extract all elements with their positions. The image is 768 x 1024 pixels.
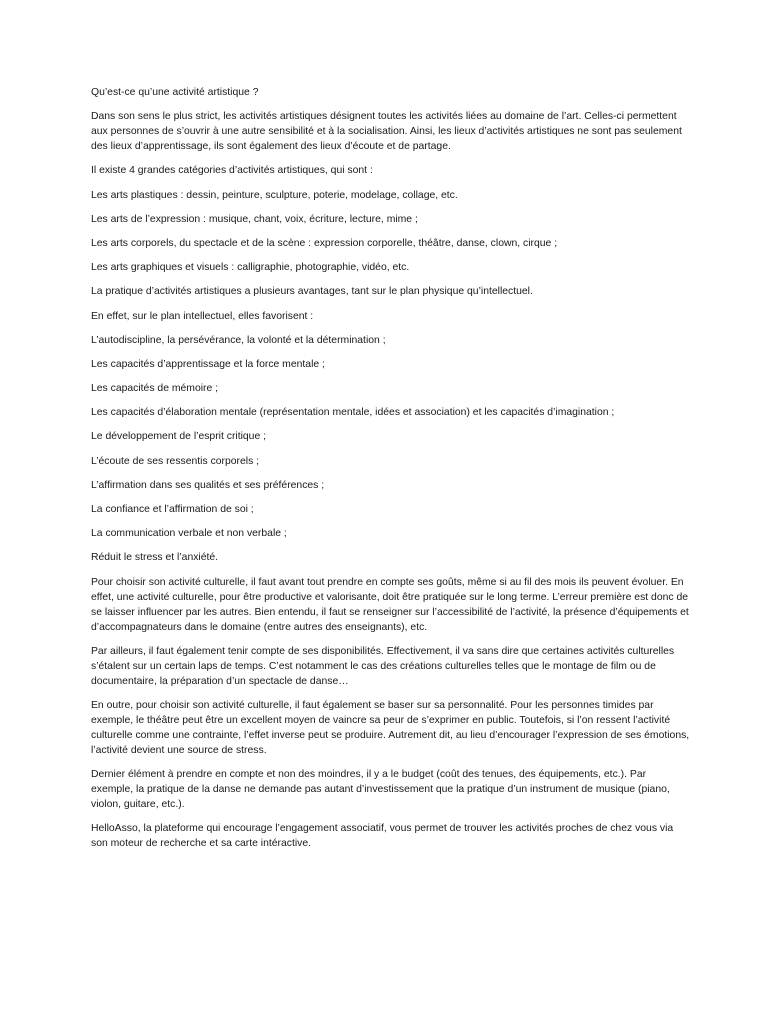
list-item-apprentissage: Les capacités d’apprentissage et la force mentale ; — [91, 358, 325, 370]
list-item-elaboration: Les capacités d’élaboration mentale (représentation mentale, idées et association) et les capacités d’imagination ; — [91, 407, 615, 419]
paragraph-intro: Dans son sens le plus strict, les activités artistiques désignent toutes les activités liées au domaine de l’art. Celles-ci permettent aux personnes de s’ouvrir à une autre sensibilité et à la socialisation. Ainsi, les lieux d’activités artistiques ne sont pas seulement des lieux d’apprentissage, ils sont également des lieux d’écoute et de partage. — [91, 111, 682, 153]
list-item-arts-corporels: Les arts corporels, du spectacle et de la scène : expression corporelle, théâtre, danse, clown, cirque ; — [91, 237, 558, 249]
document-page — [91, 85, 691, 861]
paragraph-helloasso: HelloAsso, la plateforme qui encourage l’engagement associatif, vous permet de trouver les activités proches de chez vous via son moteur de recherche et sa carte intéractive. — [91, 823, 674, 850]
list-item-stress: Réduit le stress et l’anxiété. — [91, 552, 219, 564]
list-item-confiance: La confiance et l’affirmation de soi ; — [91, 504, 254, 515]
list-item-autodiscipline: L’autodiscipline, la persévérance, la volonté et la détermination ; — [91, 334, 386, 346]
paragraph-intellectual: En effet, sur le plan intellectuel, elles favorisent : — [91, 310, 314, 322]
list-item-affirmation-qualites: L’affirmation dans ses qualités et ses préférences ; — [91, 479, 325, 491]
list-item-esprit-critique: Le développement de l’esprit critique ; — [91, 431, 267, 443]
paragraph-disponibilites: Par ailleurs, il faut également tenir compte de ses disponibilités. Effectivement, il va sans dire que certaines activités culturelles s’étalent sur un certain laps de temps. C’est notamment le cas des créations culturelles telles que le montage de film ou de documentaire, la préparation d’un spectacle de danse… — [91, 645, 675, 687]
list-item-arts-expression: Les arts de l’expression : musique, chant, voix, écriture, lecture, mime ; — [91, 213, 418, 225]
list-item-ressentis: L’écoute de ses ressentis corporels ; — [91, 455, 260, 467]
paragraph-gouts: Pour choisir son activité culturelle, il faut avant tout prendre en compte ses goûts, même si au fil des mois ils peuvent évoluer. En effet, une activité culturelle, pour être productive et valorisante, doit être pratiquée sur le long terme. L’erreur première est donc de se laisser influencer par les autres. Bien entendu, il faut se renseigner sur l’accessibilité de l’activité, la présence d’équipements et d’accompagnateurs dans le domaine (entre autres des enseignants), etc. — [91, 576, 689, 633]
paragraph-personnalite: En outre, pour choisir son activité culturelle, il faut également se baser sur sa personnalité. Pour les personnes timides par exemple, le théâtre peut être un excellent moyen de vaincre sa peur de s’exprimer en public. Toutefois, si l’on ressent l’activité culturelle comme une contrainte, l’effet inverse peut se produire. Autrement dit, au lieu d’encourager l’expression de ses émotions, l’activité devient une source de stress. — [91, 699, 690, 756]
list-item-communication: La communication verbale et non verbale ; — [91, 528, 287, 540]
list-item-arts-graphiques: Les arts graphiques et visuels : calligraphie, photographie, vidéo, etc. — [91, 262, 410, 274]
paragraph-budget: Dernier élément à prendre en compte et non des moindres, il y a le budget (coût des tenues, des équipements, etc.). Par exemple, la pratique de la danse ne demande pas autant d’investissement que la pratique d’un instrument de musique (piano, violon, guitare, etc.). — [91, 769, 670, 811]
paragraph-advantages: La pratique d’activités artistiques a plusieurs avantages, tant sur le plan physique qu’intellectuel. — [91, 286, 533, 298]
list-item-arts-plastiques: Les arts plastiques : dessin, peinture, sculpture, poterie, modelage, collage, etc. — [91, 189, 458, 201]
paragraph-categories-intro: Il existe 4 grandes catégories d’activités artistiques, qui sont : — [91, 165, 373, 177]
document-title: Qu’est-ce qu’une activité artistique ? — [91, 87, 259, 98]
list-item-memoire: Les capacités de mémoire ; — [91, 383, 219, 395]
